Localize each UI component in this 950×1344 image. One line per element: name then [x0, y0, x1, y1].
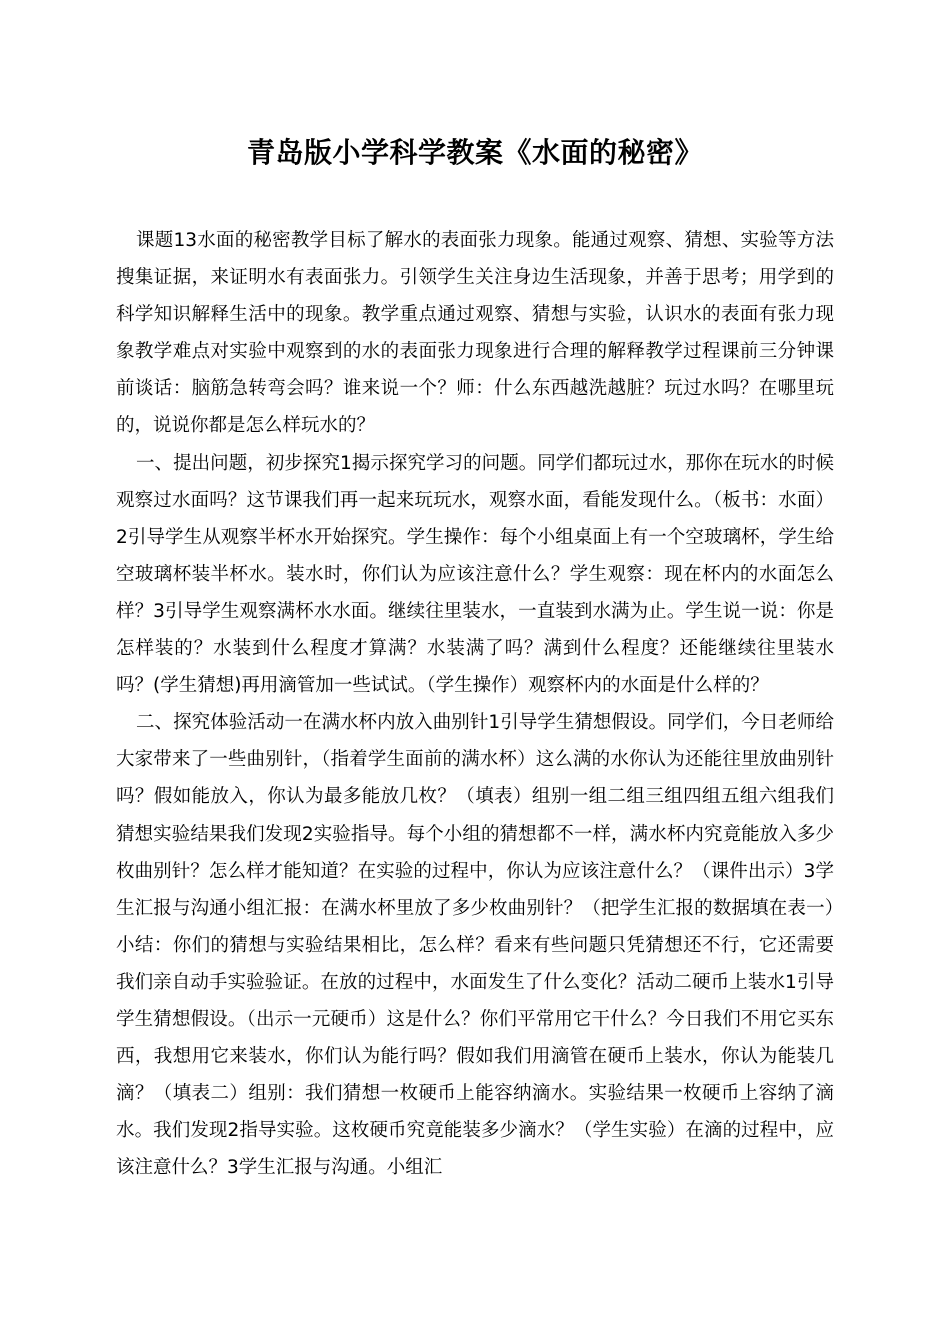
paragraph-section-two: 二、探究体验活动一在满水杯内放入曲别针1引导学生猜想假设。同学们，今日老师给大家带来了一些曲别针，（指着学生面前的满水杯）这么满的水你认为还能往里放曲别针吗？假如能放入，你认为最多能放几枚？（填表）组别一组二组三组四组五组六组我们猜想实验结果我们发现2实验指导。每个小组的猜想都不一样，满水杯内究竟能放入多少枚曲别针？怎么样才能知道？在实验的过程中，你认为应该注意什么？（课件出示）3学生汇报与沟通小组汇报：在满水杯里放了多少枚曲别针？（把学生汇报的数据填在表一）小结：你们的猜想与实验结果相比，怎么样？看来有些问题只凭猜想还不行，它还需要我们亲自动手实验验证。在放的过程中，水面发生了什么变化？活动二硬币上装水1引导学生猜想假设。（出示一元硬币）这是什么？你们平常用它干什么？今日我们不用它买东西，我想用它来装水，你们认为能行吗？假如我们用滴管在硬币上装水，你认为能装几滴？（填表二）组别：我们猜想一枚硬币上能容纳滴水。实验结果一枚硬币上容纳了滴水。我们发现2指导实验。这枚硬币究竟能装多少滴水？（学生实验）在滴的过程中，应该注意什么？3学生汇报与沟通。小组汇 — [116, 712, 834, 1179]
document-body — [116, 222, 834, 1186]
paragraph-section-one: 一、提出问题，初步探究1揭示探究学习的问题。同学们都玩过水，那你在玩水的时候观察过水面吗？这节课我们再一起来玩玩水，观察水面，看能发现什么。（板书：水面）2引导学生从观察半杯水开始探究。学生操作：每个小组桌面上有一个空玻璃杯，学生给空玻璃杯装半杯水。装水时，你们认为应该注意什么？学生观察：现在杯内的水面怎么样？3引导学生观察满杯水水面。继续往里装水，一直装到水满为止。学生说一说：你是怎样装的？水装到什么程度才算满？水装满了吗？满到什么程度？还能继续往里装水吗？(学生猜想)再用滴管加一些试试。（学生操作）观察杯内的水面是什么样的？ — [116, 452, 834, 697]
paragraph-intro: 课题13水面的秘密教学目标了解水的表面张力现象。能通过观察、猜想、实验等方法搜集证据，来证明水有表面张力。引领学生关注身边生活现象，并善于思考；用学到的科学知识解释生活中的现象。教学重点通过观察、猜想与实验，认识水的表面有张力现象教学难点对实验中观察到的水的表面张力现象进行合理的解释教学过程课前三分钟课前谈话：脑筋急转弯会吗？谁来说一个？师：什么东西越洗越脏？玩过水吗？在哪里玩的，说说你都是怎么样玩水的？ — [116, 230, 834, 437]
document-title: 青岛版小学科学教案《水面的秘密》 — [246, 136, 703, 169]
